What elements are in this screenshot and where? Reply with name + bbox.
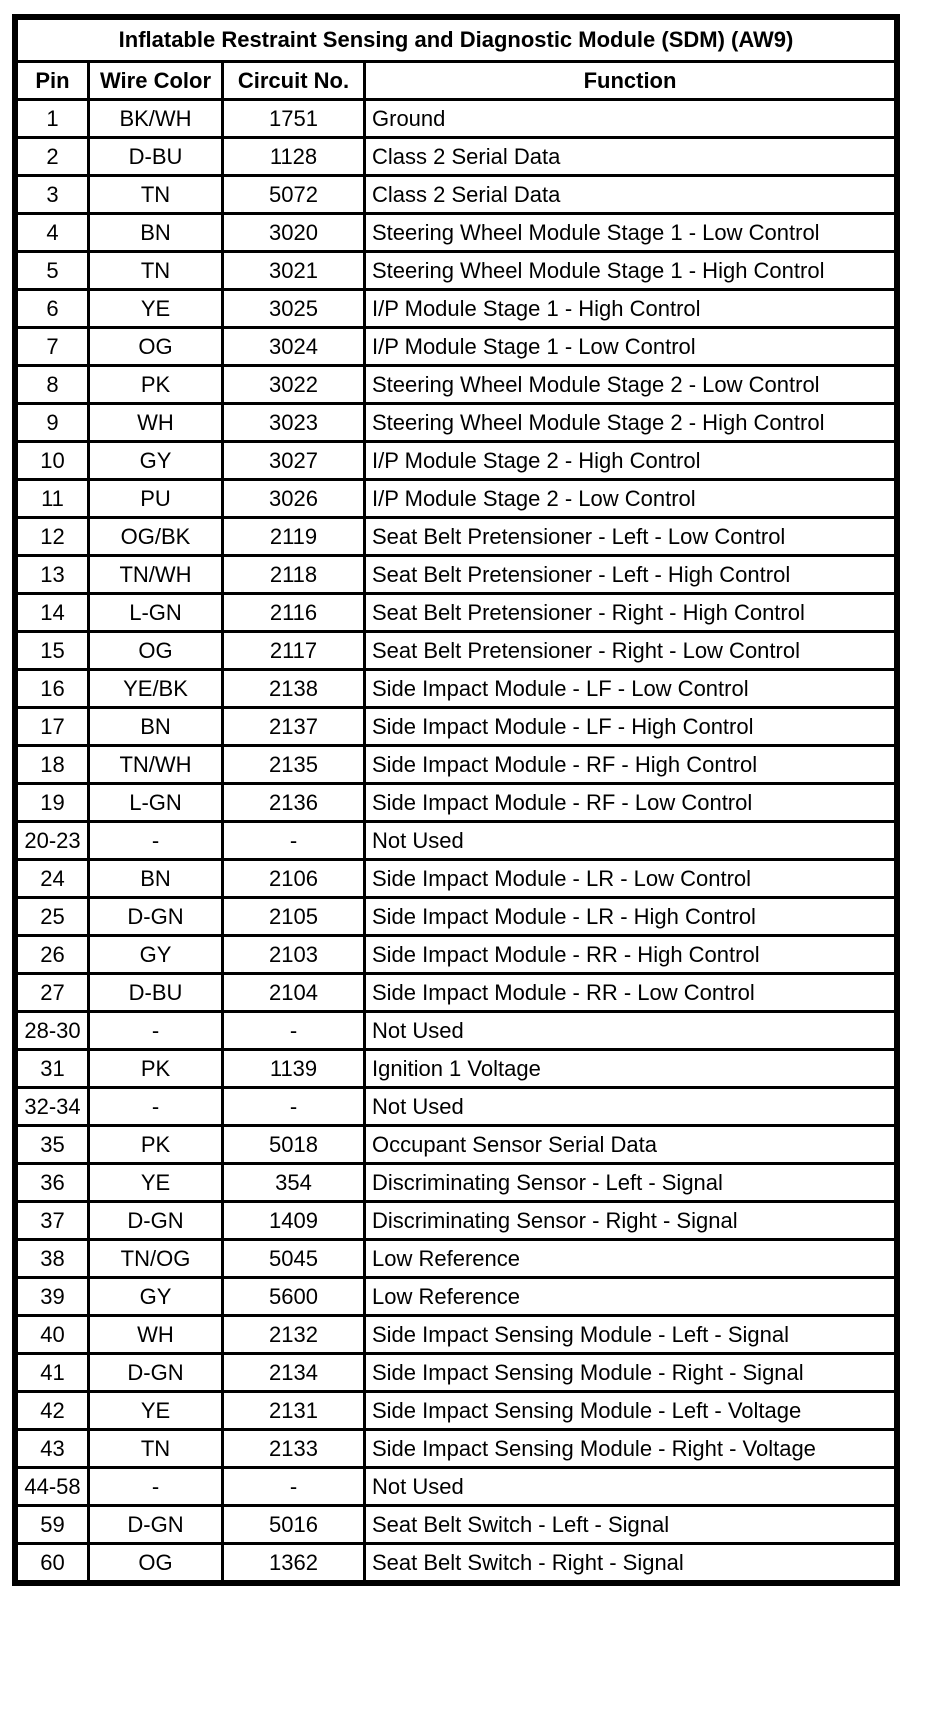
circuit-no-cell: 1751	[223, 100, 365, 138]
pin-cell: 27	[17, 974, 89, 1012]
function-cell: Side Impact Module - RF - Low Control	[365, 784, 896, 822]
function-cell: Seat Belt Switch - Right - Signal	[365, 1544, 896, 1582]
pin-cell: 44-58	[17, 1468, 89, 1506]
function-cell: Seat Belt Pretensioner - Left - Low Control	[365, 518, 896, 556]
circuit-no-cell: 3021	[223, 252, 365, 290]
pin-cell: 16	[17, 670, 89, 708]
wire-color-cell: D-GN	[89, 898, 223, 936]
table-title: Inflatable Restraint Sensing and Diagnostic Module (SDM) (AW9)	[17, 19, 896, 62]
pin-cell: 36	[17, 1164, 89, 1202]
function-cell: Side Impact Module - LR - Low Control	[365, 860, 896, 898]
table-row	[17, 860, 896, 898]
header-function: Function	[365, 62, 896, 100]
circuit-no-cell: 2103	[223, 936, 365, 974]
function-cell: Side Impact Module - LF - High Control	[365, 708, 896, 746]
pin-cell: 31	[17, 1050, 89, 1088]
function-cell: Not Used	[365, 1012, 896, 1050]
circuit-no-cell: 5045	[223, 1240, 365, 1278]
table-row	[17, 784, 896, 822]
pin-cell: 1	[17, 100, 89, 138]
circuit-no-cell: 2137	[223, 708, 365, 746]
circuit-no-cell: 2132	[223, 1316, 365, 1354]
table-row	[17, 252, 896, 290]
table-row	[17, 1506, 896, 1544]
function-cell: Discriminating Sensor - Right - Signal	[365, 1202, 896, 1240]
wire-color-cell: L-GN	[89, 594, 223, 632]
wire-color-cell: GY	[89, 936, 223, 974]
function-cell: Ground	[365, 100, 896, 138]
circuit-no-cell: 2119	[223, 518, 365, 556]
wire-color-cell: PK	[89, 366, 223, 404]
wire-color-cell: GY	[89, 1278, 223, 1316]
wire-color-cell: TN/WH	[89, 746, 223, 784]
function-cell: I/P Module Stage 2 - High Control	[365, 442, 896, 480]
header-circuit-no: Circuit No.	[223, 62, 365, 100]
circuit-no-cell: 3020	[223, 214, 365, 252]
function-cell: Discriminating Sensor - Left - Signal	[365, 1164, 896, 1202]
table-row	[17, 1316, 896, 1354]
function-cell: Class 2 Serial Data	[365, 176, 896, 214]
table-row	[17, 1126, 896, 1164]
circuit-no-cell: 2117	[223, 632, 365, 670]
circuit-no-cell: 2138	[223, 670, 365, 708]
function-cell: Steering Wheel Module Stage 1 - High Control	[365, 252, 896, 290]
pin-cell: 39	[17, 1278, 89, 1316]
circuit-no-cell: 2131	[223, 1392, 365, 1430]
circuit-no-cell: 3023	[223, 404, 365, 442]
circuit-no-cell: 2136	[223, 784, 365, 822]
function-cell: Seat Belt Switch - Left - Signal	[365, 1506, 896, 1544]
header-pin: Pin	[17, 62, 89, 100]
table-row	[17, 898, 896, 936]
circuit-no-cell: 2104	[223, 974, 365, 1012]
circuit-no-cell: -	[223, 1468, 365, 1506]
wire-color-cell: GY	[89, 442, 223, 480]
pin-cell: 5	[17, 252, 89, 290]
table-row	[17, 1012, 896, 1050]
pin-cell: 2	[17, 138, 89, 176]
circuit-no-cell: 5018	[223, 1126, 365, 1164]
wire-color-cell: -	[89, 1088, 223, 1126]
pin-cell: 20-23	[17, 822, 89, 860]
circuit-no-cell: 5016	[223, 1506, 365, 1544]
pin-cell: 6	[17, 290, 89, 328]
pin-cell: 60	[17, 1544, 89, 1582]
wire-color-cell: -	[89, 1468, 223, 1506]
circuit-no-cell: 2106	[223, 860, 365, 898]
table-row	[17, 176, 896, 214]
function-cell: Ignition 1 Voltage	[365, 1050, 896, 1088]
circuit-no-cell: 1362	[223, 1544, 365, 1582]
circuit-no-cell: 354	[223, 1164, 365, 1202]
table-row	[17, 138, 896, 176]
function-cell: Occupant Sensor Serial Data	[365, 1126, 896, 1164]
pin-cell: 18	[17, 746, 89, 784]
table-row	[17, 290, 896, 328]
wire-color-cell: TN	[89, 252, 223, 290]
function-cell: Side Impact Module - RR - Low Control	[365, 974, 896, 1012]
function-cell: Not Used	[365, 1088, 896, 1126]
circuit-no-cell: 2133	[223, 1430, 365, 1468]
function-cell: Not Used	[365, 822, 896, 860]
table-row	[17, 670, 896, 708]
wire-color-cell: BK/WH	[89, 100, 223, 138]
wire-color-cell: D-GN	[89, 1354, 223, 1392]
function-cell: Low Reference	[365, 1240, 896, 1278]
table-row	[17, 1164, 896, 1202]
table-row	[17, 632, 896, 670]
circuit-no-cell: 1139	[223, 1050, 365, 1088]
function-cell: Side Impact Sensing Module - Left - Signal	[365, 1316, 896, 1354]
circuit-no-cell: 1128	[223, 138, 365, 176]
pin-cell: 38	[17, 1240, 89, 1278]
table-row	[17, 1240, 896, 1278]
pin-cell: 25	[17, 898, 89, 936]
wire-color-cell: D-GN	[89, 1202, 223, 1240]
wire-color-cell: TN/WH	[89, 556, 223, 594]
circuit-no-cell: 2118	[223, 556, 365, 594]
circuit-no-cell: 3024	[223, 328, 365, 366]
table-row	[17, 366, 896, 404]
pin-cell: 28-30	[17, 1012, 89, 1050]
circuit-no-cell: 3026	[223, 480, 365, 518]
pin-cell: 17	[17, 708, 89, 746]
circuit-no-cell: 1409	[223, 1202, 365, 1240]
header-wire-color: Wire Color	[89, 62, 223, 100]
wire-color-cell: OG	[89, 1544, 223, 1582]
connector-pinout-table	[15, 17, 897, 1583]
circuit-no-cell: 3027	[223, 442, 365, 480]
wire-color-cell: OG/BK	[89, 518, 223, 556]
table-row	[17, 1392, 896, 1430]
wire-color-cell: TN	[89, 1430, 223, 1468]
function-cell: Not Used	[365, 1468, 896, 1506]
function-cell: Side Impact Sensing Module - Right - Voltage	[365, 1430, 896, 1468]
table-row	[17, 746, 896, 784]
circuit-no-cell: 5072	[223, 176, 365, 214]
wire-color-cell: BN	[89, 860, 223, 898]
pin-cell: 37	[17, 1202, 89, 1240]
circuit-no-cell: 3025	[223, 290, 365, 328]
function-cell: Side Impact Sensing Module - Left - Voltage	[365, 1392, 896, 1430]
circuit-no-cell: -	[223, 1012, 365, 1050]
table-row	[17, 936, 896, 974]
pin-cell: 3	[17, 176, 89, 214]
wire-color-cell: -	[89, 1012, 223, 1050]
pin-cell: 8	[17, 366, 89, 404]
title-row	[17, 19, 896, 62]
wire-color-cell: TN/OG	[89, 1240, 223, 1278]
function-cell: Side Impact Sensing Module - Right - Signal	[365, 1354, 896, 1392]
wire-color-cell: D-BU	[89, 974, 223, 1012]
function-cell: Steering Wheel Module Stage 2 - Low Control	[365, 366, 896, 404]
wire-color-cell: WH	[89, 1316, 223, 1354]
pin-cell: 19	[17, 784, 89, 822]
wire-color-cell: D-BU	[89, 138, 223, 176]
pin-cell: 15	[17, 632, 89, 670]
function-cell: Seat Belt Pretensioner - Left - High Control	[365, 556, 896, 594]
table-row	[17, 1202, 896, 1240]
pin-cell: 59	[17, 1506, 89, 1544]
wire-color-cell: OG	[89, 328, 223, 366]
pin-cell: 12	[17, 518, 89, 556]
wire-color-cell: YE	[89, 1164, 223, 1202]
pin-cell: 40	[17, 1316, 89, 1354]
wire-color-cell: -	[89, 822, 223, 860]
pin-cell: 42	[17, 1392, 89, 1430]
table-row	[17, 1050, 896, 1088]
circuit-no-cell: 3022	[223, 366, 365, 404]
circuit-no-cell: -	[223, 1088, 365, 1126]
wire-color-cell: WH	[89, 404, 223, 442]
pin-cell: 13	[17, 556, 89, 594]
table-row	[17, 594, 896, 632]
table-row	[17, 1430, 896, 1468]
table-row	[17, 214, 896, 252]
wire-color-cell: TN	[89, 176, 223, 214]
table-row	[17, 1354, 896, 1392]
function-cell: Side Impact Module - LR - High Control	[365, 898, 896, 936]
function-cell: Steering Wheel Module Stage 1 - Low Control	[365, 214, 896, 252]
pin-cell: 9	[17, 404, 89, 442]
function-cell: Seat Belt Pretensioner - Right - Low Control	[365, 632, 896, 670]
table-row	[17, 556, 896, 594]
wire-color-cell: PK	[89, 1050, 223, 1088]
wire-color-cell: OG	[89, 632, 223, 670]
table-row	[17, 708, 896, 746]
function-cell: Class 2 Serial Data	[365, 138, 896, 176]
wire-color-cell: YE/BK	[89, 670, 223, 708]
pin-cell: 11	[17, 480, 89, 518]
circuit-no-cell: 2116	[223, 594, 365, 632]
circuit-no-cell: 2135	[223, 746, 365, 784]
table-row	[17, 1544, 896, 1582]
wire-color-cell: BN	[89, 708, 223, 746]
circuit-no-cell: 5600	[223, 1278, 365, 1316]
function-cell: Seat Belt Pretensioner - Right - High Control	[365, 594, 896, 632]
wire-color-cell: L-GN	[89, 784, 223, 822]
circuit-no-cell: -	[223, 822, 365, 860]
table-body	[17, 100, 896, 1582]
function-cell: Low Reference	[365, 1278, 896, 1316]
connector-table-frame	[12, 14, 900, 1586]
wire-color-cell: PU	[89, 480, 223, 518]
pin-cell: 7	[17, 328, 89, 366]
circuit-no-cell: 2105	[223, 898, 365, 936]
table-row	[17, 100, 896, 138]
function-cell: Side Impact Module - RR - High Control	[365, 936, 896, 974]
pin-cell: 26	[17, 936, 89, 974]
table-row	[17, 1088, 896, 1126]
function-cell: I/P Module Stage 1 - Low Control	[365, 328, 896, 366]
pin-cell: 14	[17, 594, 89, 632]
table-row	[17, 442, 896, 480]
pin-cell: 4	[17, 214, 89, 252]
pin-cell: 41	[17, 1354, 89, 1392]
pin-cell: 24	[17, 860, 89, 898]
pin-cell: 35	[17, 1126, 89, 1164]
function-cell: Side Impact Module - LF - Low Control	[365, 670, 896, 708]
table-row	[17, 1468, 896, 1506]
pin-cell: 32-34	[17, 1088, 89, 1126]
table-row	[17, 328, 896, 366]
table-row	[17, 480, 896, 518]
table-row	[17, 404, 896, 442]
function-cell: Side Impact Module - RF - High Control	[365, 746, 896, 784]
function-cell: Steering Wheel Module Stage 2 - High Control	[365, 404, 896, 442]
pin-cell: 10	[17, 442, 89, 480]
table-row	[17, 822, 896, 860]
table-row	[17, 974, 896, 1012]
wire-color-cell: YE	[89, 290, 223, 328]
circuit-no-cell: 2134	[223, 1354, 365, 1392]
wire-color-cell: BN	[89, 214, 223, 252]
wire-color-cell: PK	[89, 1126, 223, 1164]
wire-color-cell: D-GN	[89, 1506, 223, 1544]
table-row	[17, 518, 896, 556]
function-cell: I/P Module Stage 1 - High Control	[365, 290, 896, 328]
header-row	[17, 62, 896, 100]
table-row	[17, 1278, 896, 1316]
wire-color-cell: YE	[89, 1392, 223, 1430]
function-cell: I/P Module Stage 2 - Low Control	[365, 480, 896, 518]
pin-cell: 43	[17, 1430, 89, 1468]
